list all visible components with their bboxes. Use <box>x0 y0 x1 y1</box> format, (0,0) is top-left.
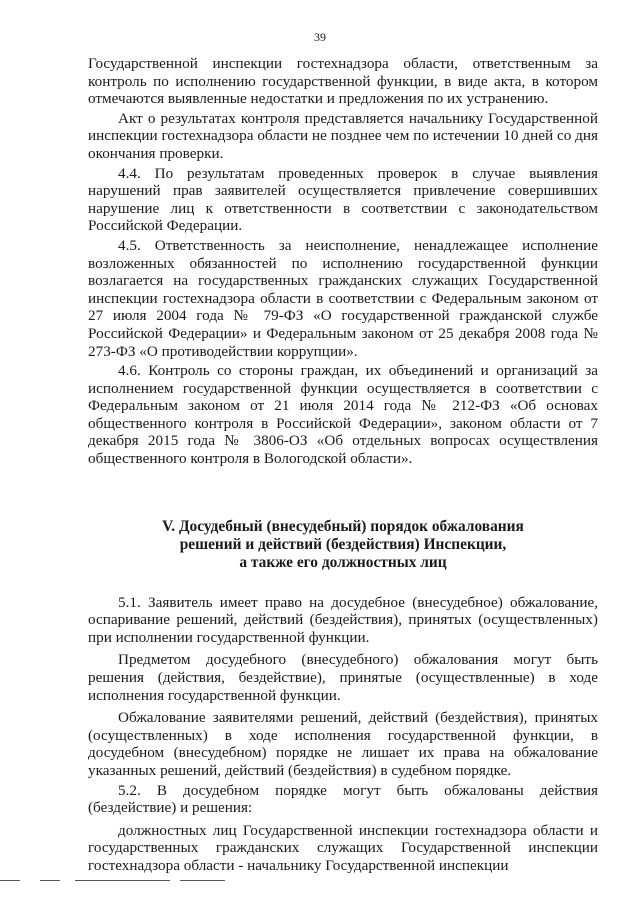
section-title-line-1: V. Досудебный (внесудебный) порядок обжалования <box>162 517 524 535</box>
scan-artifact-line <box>180 880 225 881</box>
scan-artifact-line <box>75 880 170 881</box>
document-body <box>88 55 598 877</box>
section-title-line-2: решений и действий (бездействия) Инспекции, <box>179 535 507 553</box>
scan-artifact-line <box>0 880 20 881</box>
paragraph-5-2: 5.2. В досудебном порядке могут быть обжалованы действия (бездействие) и решения: <box>88 781 598 817</box>
scan-artifact-line <box>40 880 60 881</box>
paragraph-subject: Предметом досудебного (внесудебного) обжалования могут быть решения (действия, бездействие), принятые (осуществленные) в ходе исполнения государственной функции. <box>88 651 598 704</box>
paragraph-appeal: Обжалование заявителями решений, действий (бездействия), принятых (осуществленных) в ходе исполнения государственной функции, в досудебном (внесудебном) порядке не лишает их права на обжалование указанных решений, действий (бездействия) в судебном порядке. <box>88 709 598 779</box>
section-title <box>88 518 598 572</box>
paragraph-4-4: 4.4. По результатам проведенных проверок в случае выявления нарушений прав заявителей осуществляется привлечение совершивших нарушение лиц к ответственности в соответствии с законодательством Российской Федерации. <box>88 164 598 235</box>
paragraph-continuation: Государственной инспекции гостехнадзора области, ответственным за контроль по исполнению государственной функции, в виде акта, в котором отмечаются выявленные недостатки и предложения по их устранению. <box>88 55 598 108</box>
paragraph-4-5: 4.5. Ответственность за неисполнение, ненадлежащее исполнение возложенных обязанностей по исполнению государственной функции возлагается на государственных гражданских служащих Государственной инспекции гостехнадзора области в соответствии с Федеральным законом от 27 июля 2004 года № 79-ФЗ «О государственной гражданской службе Российской Федерации» и Федеральным законом от 25 декабря 2008 года № 273-ФЗ «О противодействии коррупции». <box>88 236 598 360</box>
paragraph-officials: должностных лиц Государственной инспекции гостехнадзора области и государственных гражданских служащих Государственной инспекции гостехнадзора области - начальнику Государственной инспекции <box>88 821 598 874</box>
paragraph-4-6: 4.6. Контроль со стороны граждан, их объединений и организаций за исполнением государственной функции осуществляется в соответствии с Федеральным законом от 21 июля 2014 года № 212-ФЗ «Об основах общественного контроля в Российской Федерации», законом области от 7 декабря 2015 года № 3806-ОЗ «Об отдельных вопросах осуществления общественного контроля в Вологодской области». <box>88 362 598 468</box>
section-title-line-3: а также его должностных лиц <box>239 553 447 571</box>
paragraph-5-1: 5.1. Заявитель имеет право на досудебное (внесудебное) обжалование, оспаривание решений, действий (бездействия), принятых (осуществленных) при исполнении государственной функции. <box>88 593 598 646</box>
paragraph-act: Акт о результатах контроля представляется начальнику Государственной инспекции гостехнадзора области не позднее чем по истечении 10 дней со дня окончания проверки. <box>88 109 598 162</box>
page-number: 39 <box>314 30 326 44</box>
